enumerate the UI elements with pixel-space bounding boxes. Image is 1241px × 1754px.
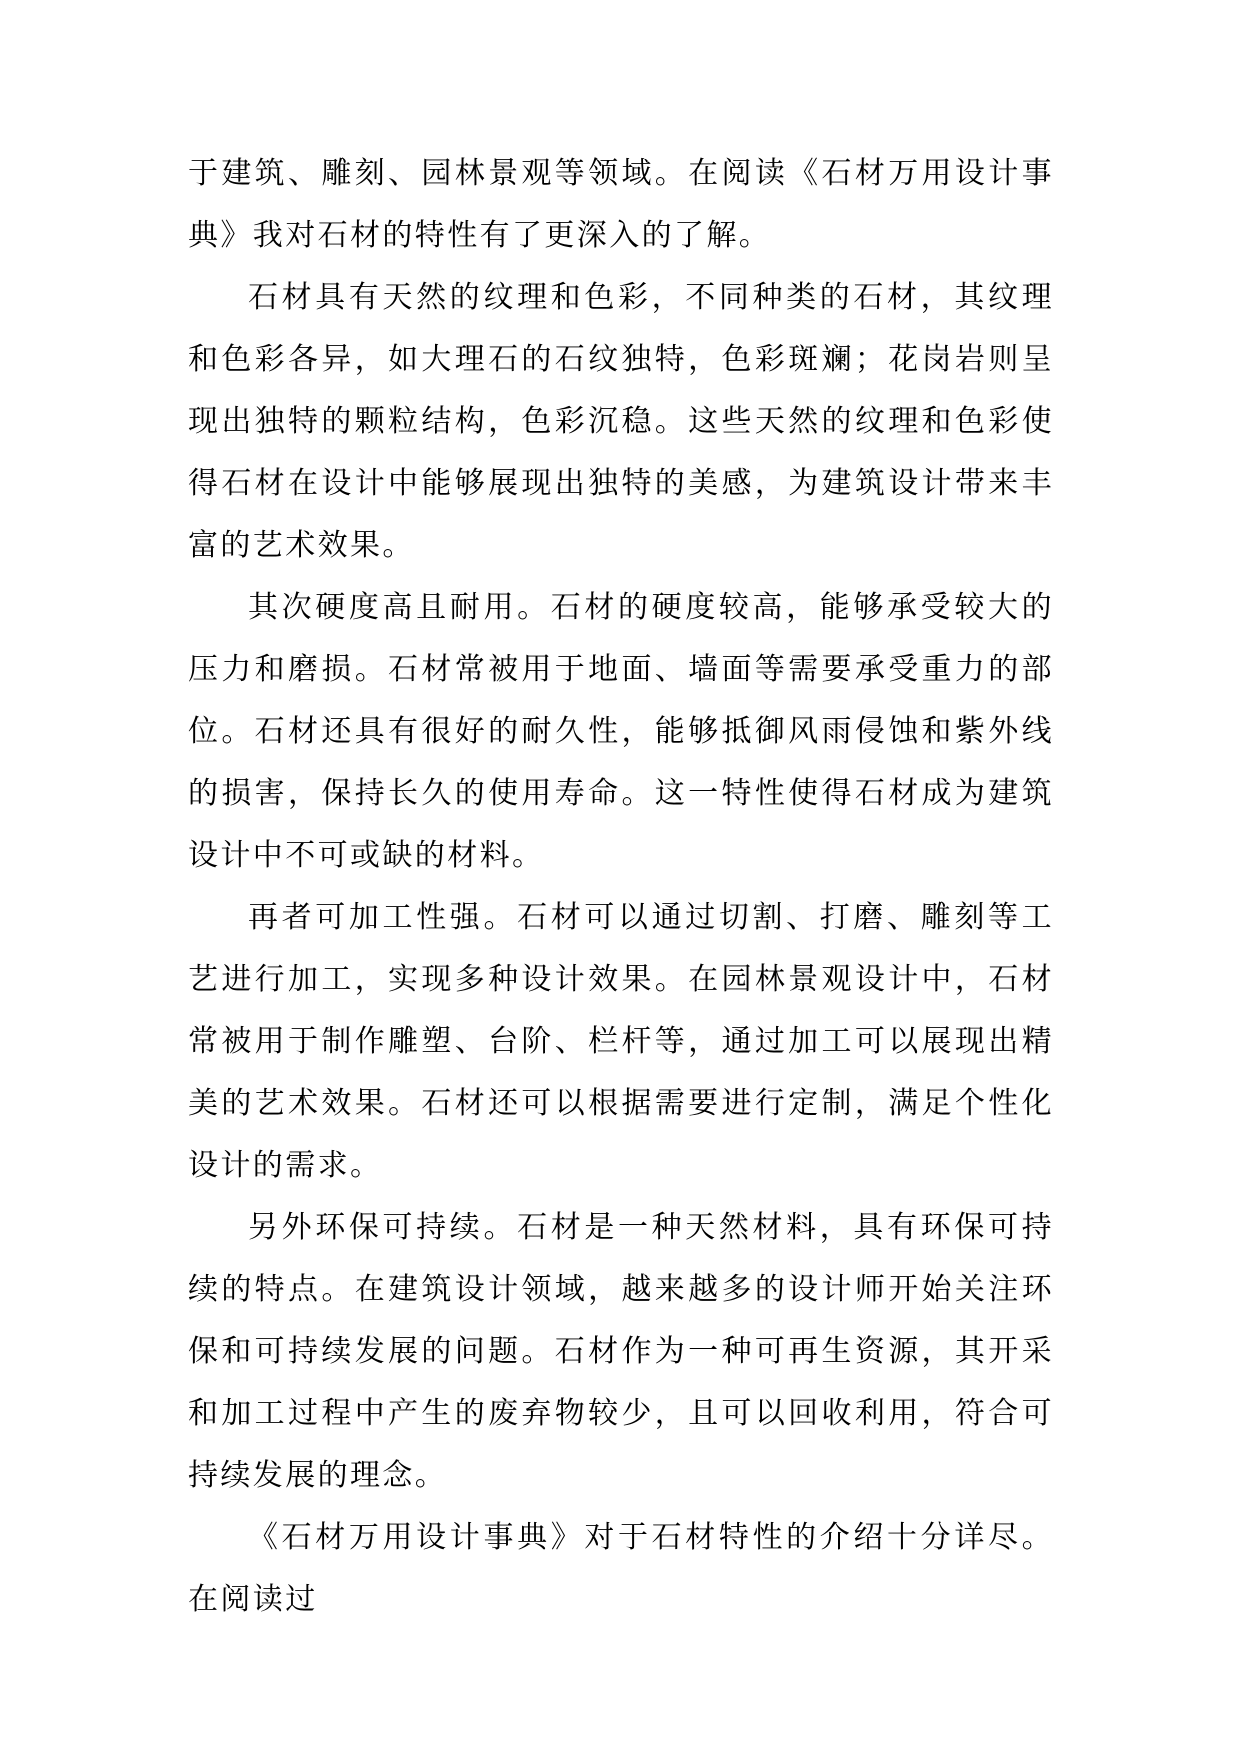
body-text xyxy=(188,143,1054,1631)
paragraph-book-review: 《石材万用设计事典》对于石材特性的介绍十分详尽。在阅读过 xyxy=(188,1520,1054,1617)
paragraph-sustainability: 另外环保可持续。石材是一种天然材料，具有环保可持续的特点。在建筑设计领域，越来越多的设计师开始关注环保和可持续发展的问题。石材作为一种可再生资源，其开采和加工过程中产生的废弃物较少，且可以回收利用，符合可持续发展的理念。 xyxy=(188,1210,1054,1493)
paragraph-hardness: 其次硬度高且耐用。石材的硬度较高，能够承受较大的压力和磨损。石材常被用于地面、墙面等需要承受重力的部位。石材还具有很好的耐久性，能够抵御风雨侵蚀和紫外线的损害，保持长久的使用寿命。这一特性使得石材成为建筑设计中不可或缺的材料。 xyxy=(188,590,1054,873)
paragraph-workability: 再者可加工性强。石材可以通过切割、打磨、雕刻等工艺进行加工，实现多种设计效果。在园林景观设计中，石材常被用于制作雕塑、台阶、栏杆等，通过加工可以展现出精美的艺术效果。石材还可以根据需要进行定制，满足个性化设计的需求。 xyxy=(188,900,1054,1183)
paragraph-natural-texture: 石材具有天然的纹理和色彩，不同种类的石材，其纹理和色彩各异，如大理石的石纹独特，色彩斑斓；花岗岩则呈现出独特的颗粒结构，色彩沉稳。这些天然的纹理和色彩使得石材在设计中能够展现出独特的美感，为建筑设计带来丰富的艺术效果。 xyxy=(188,280,1054,563)
paragraph-continuation: 于建筑、雕刻、园林景观等领域。在阅读《石材万用设计事典》我对石材的特性有了更深入的了解。 xyxy=(188,156,1054,253)
